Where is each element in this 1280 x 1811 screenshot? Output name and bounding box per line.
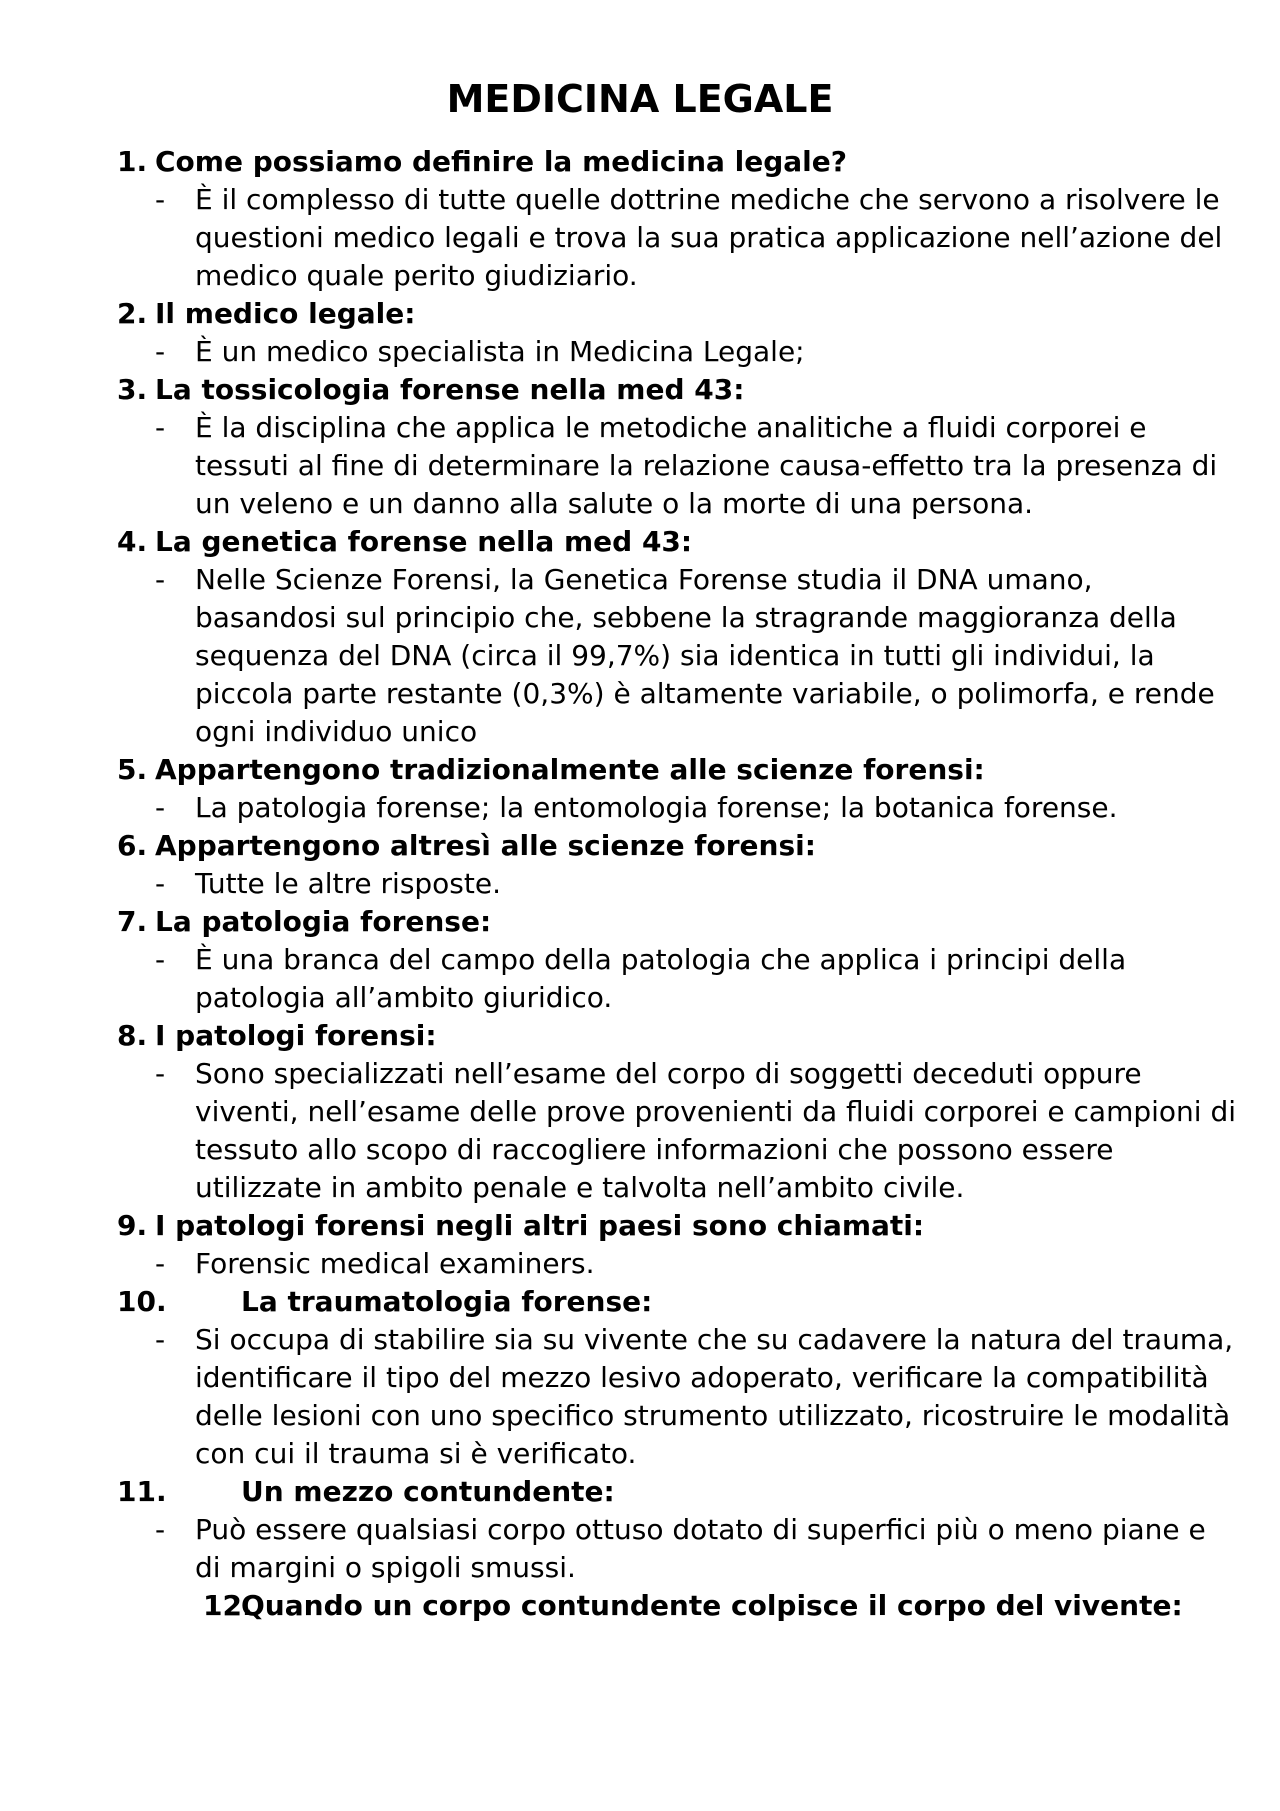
answer-text: Sono specializzati nell’esame del corpo di soggetti deceduti oppure viventi, nell’esame delle prove provenienti da fluidi corporei e campioni di tessuto allo scopo di raccogliere informazioni che possono essere utilizzate in ambito penale e talvolta nell’ambito civile. (195, 1057, 1237, 1204)
question-number: 3. (117, 373, 148, 406)
answer-text: Nelle Scienze Forensi, la Genetica Forense studia il DNA umano, basandosi sul principio che, sebbene la stragrande maggioranza della sequenza del DNA (circa il 99,7%) sia identica in tutti gli individui, la piccola parte restante (0,3%) è altamente variabile, o polimorfa, e rende ogni individuo unico (195, 563, 1215, 748)
answer-text: La patologia forense; la entomologia forense; la botanica forense. (195, 791, 1118, 824)
answer-text: È il complesso di tutte quelle dottrine mediche che servono a risolvere le questioni medico legali e trova la sua pratica applicazione nell’azione del medico quale perito giudiziario. (195, 183, 1223, 292)
question-text: La tossicologia forense nella med 43: (155, 373, 745, 406)
question-number: 12. (203, 1589, 253, 1622)
answer-item (0, 865, 1280, 903)
question-heading (0, 143, 1280, 181)
dash-bullet: - (155, 943, 166, 976)
question-number: 7. (117, 905, 148, 938)
question-text: I patologi forensi negli altri paesi sono chiamati: (155, 1209, 925, 1242)
dash-bullet: - (155, 867, 166, 900)
answer-item (0, 1511, 1280, 1587)
dash-bullet: - (155, 1513, 166, 1546)
question-heading (0, 1017, 1280, 1055)
question-number: 4. (117, 525, 148, 558)
answer-text: Si occupa di stabilire sia su vivente che su cadavere la natura del trauma, identificare il tipo del mezzo lesivo adoperato, verificare la compatibilità delle lesioni con uno specifico strumento utilizzato, ricostruire le modalità con cui il trauma si è verificato. (195, 1323, 1234, 1470)
dash-bullet: - (155, 411, 166, 444)
question-heading (0, 1207, 1280, 1245)
question-text: Come possiamo definire la medicina legale? (155, 145, 848, 178)
question-text: La genetica forense nella med 43: (155, 525, 693, 558)
answer-item (0, 1055, 1280, 1207)
answer-text: È una branca del campo della patologia che applica i principi della patologia all’ambito giuridico. (195, 943, 1127, 1014)
answer-text: Tutte le altre risposte. (195, 867, 502, 900)
answer-item (0, 333, 1280, 371)
question-heading (0, 523, 1280, 561)
question-number: 11. (117, 1475, 167, 1508)
question-text: Il medico legale: (155, 297, 416, 330)
question-heading (0, 371, 1280, 409)
question-text: Quando un corpo contundente colpisce il corpo del vivente: (241, 1589, 1183, 1622)
document-title: MEDICINA LEGALE (446, 77, 834, 121)
question-number: 5. (117, 753, 148, 786)
dash-bullet: - (155, 1057, 166, 1090)
question-heading (0, 1587, 1280, 1625)
question-heading (0, 903, 1280, 941)
dash-bullet: - (155, 563, 166, 596)
question-number: 1. (117, 145, 148, 178)
question-text: Appartengono tradizionalmente alle scienze forensi: (155, 753, 985, 786)
answer-text: Può essere qualsiasi corpo ottuso dotato di superfici più o meno piane e di margini o spigoli smussi. (195, 1513, 1206, 1584)
dash-bullet: - (155, 791, 166, 824)
answer-item (0, 789, 1280, 827)
question-number: 6. (117, 829, 148, 862)
question-text: La traumatologia forense: (241, 1285, 653, 1318)
question-text: Appartengono altresì alle scienze forensi: (155, 829, 816, 862)
question-number: 2. (117, 297, 148, 330)
answer-text: È un medico specialista in Medicina Legale; (195, 335, 805, 368)
answer-text: È la disciplina che applica le metodiche analitiche a fluidi corporei e tessuti al fine di determinare la relazione causa-effetto tra la presenza di un veleno e un danno alla salute o la morte di una persona. (195, 411, 1218, 520)
question-heading (0, 1473, 1280, 1511)
answer-text: Forensic medical examiners. (195, 1247, 595, 1280)
question-text: La patologia forense: (155, 905, 492, 938)
question-heading (0, 827, 1280, 865)
question-heading (0, 295, 1280, 333)
question-number: 10. (117, 1285, 167, 1318)
question-text: I patologi forensi: (155, 1019, 437, 1052)
answer-item (0, 1245, 1280, 1283)
question-heading (0, 1283, 1280, 1321)
answer-item (0, 409, 1280, 523)
question-heading (0, 751, 1280, 789)
question-text: Un mezzo contundente: (241, 1475, 615, 1508)
question-list (0, 143, 1280, 1625)
dash-bullet: - (155, 335, 166, 368)
answer-item (0, 181, 1280, 295)
question-number: 9. (117, 1209, 148, 1242)
answer-item (0, 941, 1280, 1017)
answer-item (0, 1321, 1280, 1473)
dash-bullet: - (155, 1323, 166, 1356)
question-number: 8. (117, 1019, 148, 1052)
dash-bullet: - (155, 183, 166, 216)
answer-item (0, 561, 1280, 751)
dash-bullet: - (155, 1247, 166, 1280)
